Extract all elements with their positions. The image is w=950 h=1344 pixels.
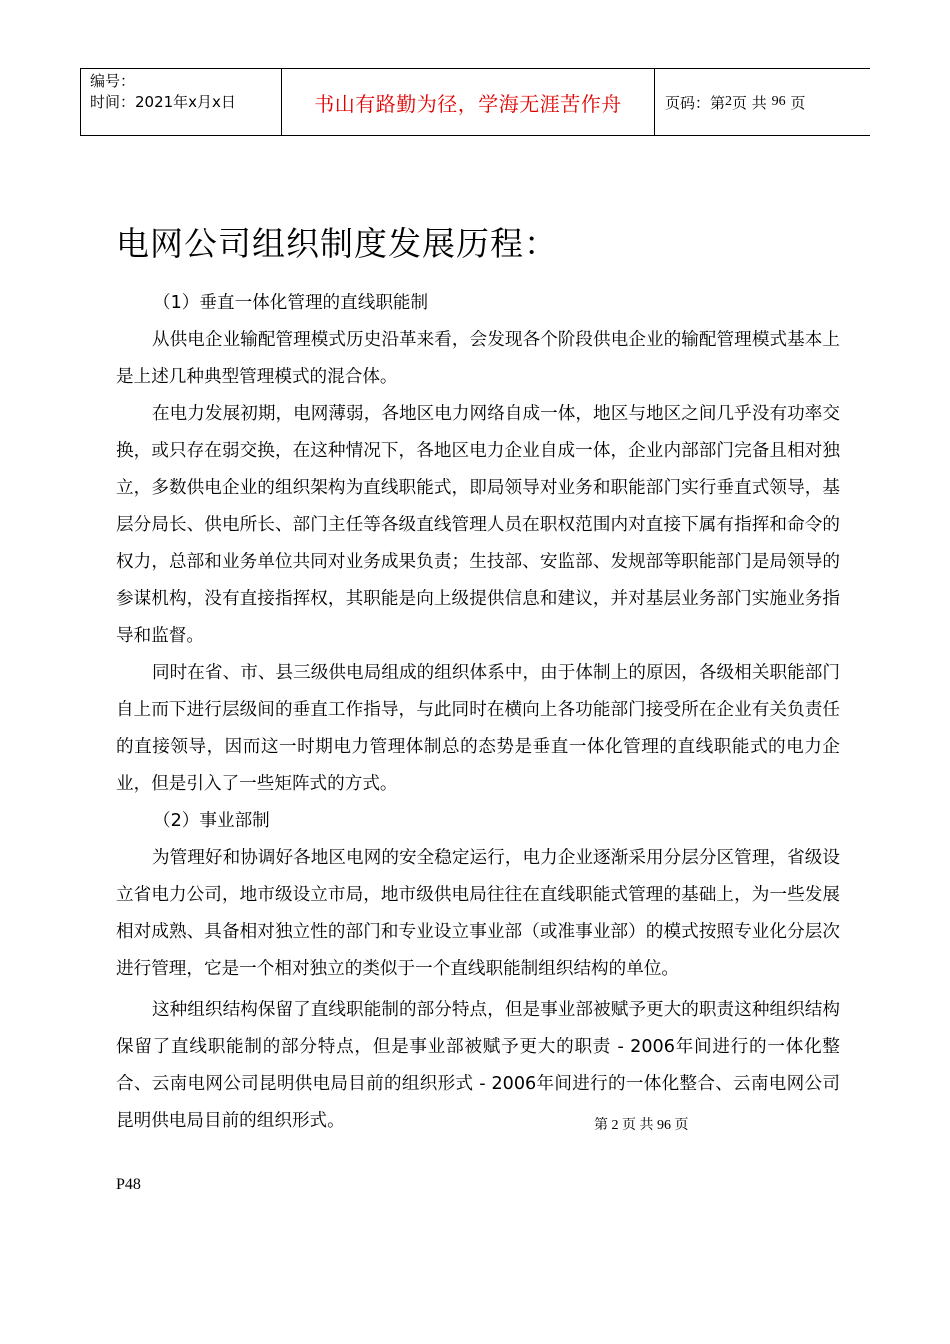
section-2-paragraph-1: 为管理好和协调好各地区电网的安全稳定运行，电力企业逐渐采用分层分区管理，省级设立省电力公司，地市级设立市局，地市级供电局往往在直线职能式管理的基础上，为一些发展相对成熟、具备相对独立性的部门和专业设立事业部（或准事业部）的模式按照专业化分层次进行管理，它是一个相对独立的类似于一个直线职能制组织结构的单位。 — [116, 848, 840, 979]
section-2-paragraph-2: 这种组织结构保留了直线职能制的部分特点，但是事业部被赋予更大的职责这种组织结构保留了直线职能制的部分特点，但是事业部被赋予更大的职责 - 2006年间进行的一体化整合、云南电网公司昆明供电局目前的组织形式 - 2006年间进行的一体化整合、云南电网公司昆明供电局目前的组织形式。 — [116, 1000, 840, 1131]
document-body — [116, 285, 840, 1140]
header-page-cell — [655, 69, 870, 135]
page-number: 2 — [725, 94, 733, 109]
page-prefix: 页码：第 — [665, 93, 726, 112]
section-1-paragraph-1: 从供电企业输配管理模式历史沿革来看，会发现各个阶段供电企业的输配管理模式基本上是上述几种典型管理模式的混合体。 — [116, 330, 840, 387]
section-2-heading: （2）事业部制 — [153, 811, 270, 831]
page-label: P48 — [116, 1176, 141, 1193]
page-mid: 页 共 — [732, 93, 767, 112]
header-table — [80, 68, 870, 136]
document-number-label: 编号： — [90, 72, 136, 90]
page-total: 96 — [771, 94, 786, 109]
section-1-paragraph-2: 在电力发展初期，电网薄弱，各地区电力网络自成一体，地区与地区之间几乎没有功率交换，或只存在弱交换，在这种情况下，各地区电力企业自成一体，企业内部部门完备且相对独立，多数供电企业的组织架构为直线职能式，即局领导对业务和职能部门实行垂直式领导，基层分局长、供电所长、部门主任等各级直线管理人员在职权范围内对直接下属有指挥和命令的权力，总部和业务单位共同对业务成果负责；生技部、安监部、发规部等职能部门是局领导的参谋机构，没有直接指挥权，其职能是向上级提供信息和建议，并对基层业务部门实施业务指导和监督。 — [116, 404, 840, 646]
page-suffix: 页 — [790, 93, 806, 112]
motto-text: 书山有路勤为径，学海无涯苦作舟 — [314, 91, 622, 116]
header-meta-cell — [81, 69, 282, 135]
section-1-paragraph-3: 同时在省、市、县三级供电局组成的组织体系中，由于体制上的原因，各级相关职能部门自上而下进行层级间的垂直工作指导，与此同时在横向上各功能部门接受所在企业有关负责任的直接领导，因而这一时期电力管理体制总的态势是垂直一体化管理的直线职能式的电力企业，但是引入了一些矩阵式的方式。 — [116, 663, 840, 794]
footer-page-overlay: 第 2 页 共 96 页 — [594, 1118, 689, 1133]
page-title: 电网公司组织制度发展历程： — [116, 224, 558, 263]
document-time-label: 时间：2021年x月x日 — [90, 93, 236, 111]
section-1-heading: （1）垂直一体化管理的直线职能制 — [153, 293, 429, 313]
header-motto-cell — [282, 69, 655, 135]
